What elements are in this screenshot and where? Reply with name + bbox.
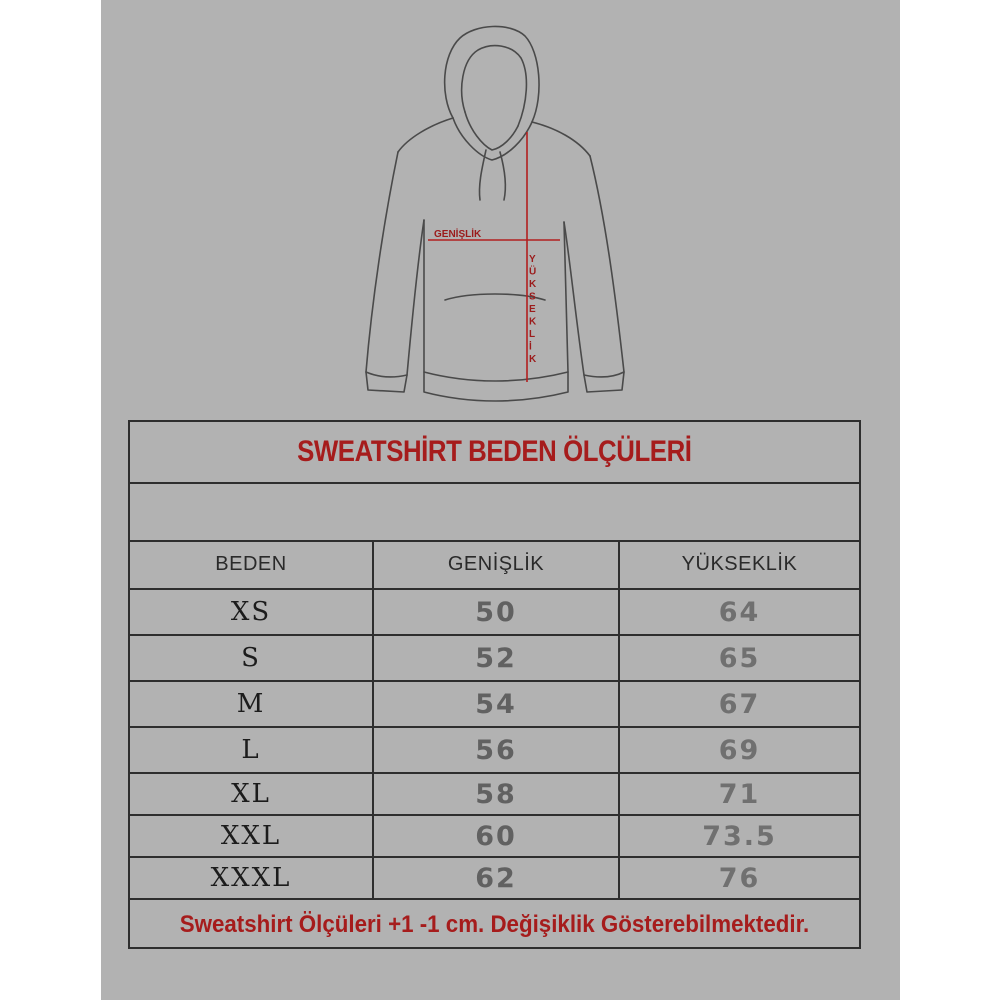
right-shoulder xyxy=(532,122,590,156)
size-value: M xyxy=(130,682,374,726)
footer-note-row xyxy=(130,903,859,947)
width-value: 50 xyxy=(374,590,620,634)
width-value: 56 xyxy=(374,728,620,772)
height-value: 64 xyxy=(718,596,761,628)
empty-row xyxy=(130,482,859,542)
size-value: XXXL xyxy=(130,858,374,898)
height-value: 67 xyxy=(718,688,761,720)
width-value: 60 xyxy=(374,816,620,856)
height-value: 76 xyxy=(718,862,761,894)
height-label-letter: K xyxy=(529,354,537,365)
table-row xyxy=(130,590,859,636)
height-value: 73.5 xyxy=(702,820,777,852)
height-label-letter: E xyxy=(529,304,536,315)
hoodie-diagram xyxy=(0,0,1000,410)
height-label-letter: L xyxy=(529,329,536,340)
header-row xyxy=(130,540,859,590)
width-value: 54 xyxy=(374,682,620,726)
height-label xyxy=(529,254,537,365)
height-label-letter: İ xyxy=(529,341,532,353)
hood-opening xyxy=(462,46,527,126)
table-row xyxy=(130,636,859,682)
right-sleeve xyxy=(564,156,624,392)
table-row xyxy=(130,728,859,774)
drawstring-right xyxy=(500,152,505,200)
height-value: 69 xyxy=(718,734,761,766)
size-value: XXL xyxy=(130,816,374,856)
size-value: S xyxy=(130,636,374,680)
height-label-letter: Ü xyxy=(529,266,537,278)
header-size: BEDEN xyxy=(130,540,374,588)
height-value: 65 xyxy=(718,642,761,674)
left-sleeve xyxy=(366,152,424,392)
hoodie-illustration xyxy=(0,0,1000,410)
drawstring-left xyxy=(479,150,486,200)
size-grid xyxy=(130,540,859,900)
height-label-letter: K xyxy=(529,316,537,328)
table-row xyxy=(130,774,859,816)
height-label-letter: Y xyxy=(529,254,536,265)
table-row xyxy=(130,858,859,900)
height-label-letter: S xyxy=(529,291,536,303)
height-value: 71 xyxy=(718,778,761,810)
waistband xyxy=(424,372,568,401)
table-row xyxy=(130,816,859,858)
height-label-letter: K xyxy=(529,279,537,290)
size-value: L xyxy=(130,728,374,772)
header-height: YÜKSEKLİK xyxy=(681,552,798,575)
header-width: GENİŞLİK xyxy=(374,540,620,588)
size-chart-table xyxy=(128,420,861,949)
width-value: 52 xyxy=(374,636,620,680)
width-value: 62 xyxy=(374,858,620,898)
left-shoulder xyxy=(398,118,453,152)
tolerance-note: Sweatshirt Ölçüleri +1 -1 cm. Değişiklik Gösterebilmektedir. xyxy=(179,911,810,938)
width-label: GENİŞLİK xyxy=(434,229,482,240)
table-title: SWEATSHİRT BEDEN ÖLÇÜLERİ xyxy=(297,435,692,468)
table-row xyxy=(130,682,859,728)
size-value: XL xyxy=(130,774,374,814)
table-title-row xyxy=(130,422,859,484)
hood-outline xyxy=(445,26,539,122)
size-rows xyxy=(130,590,859,900)
width-value: 58 xyxy=(374,774,620,814)
size-value: XS xyxy=(130,590,374,634)
